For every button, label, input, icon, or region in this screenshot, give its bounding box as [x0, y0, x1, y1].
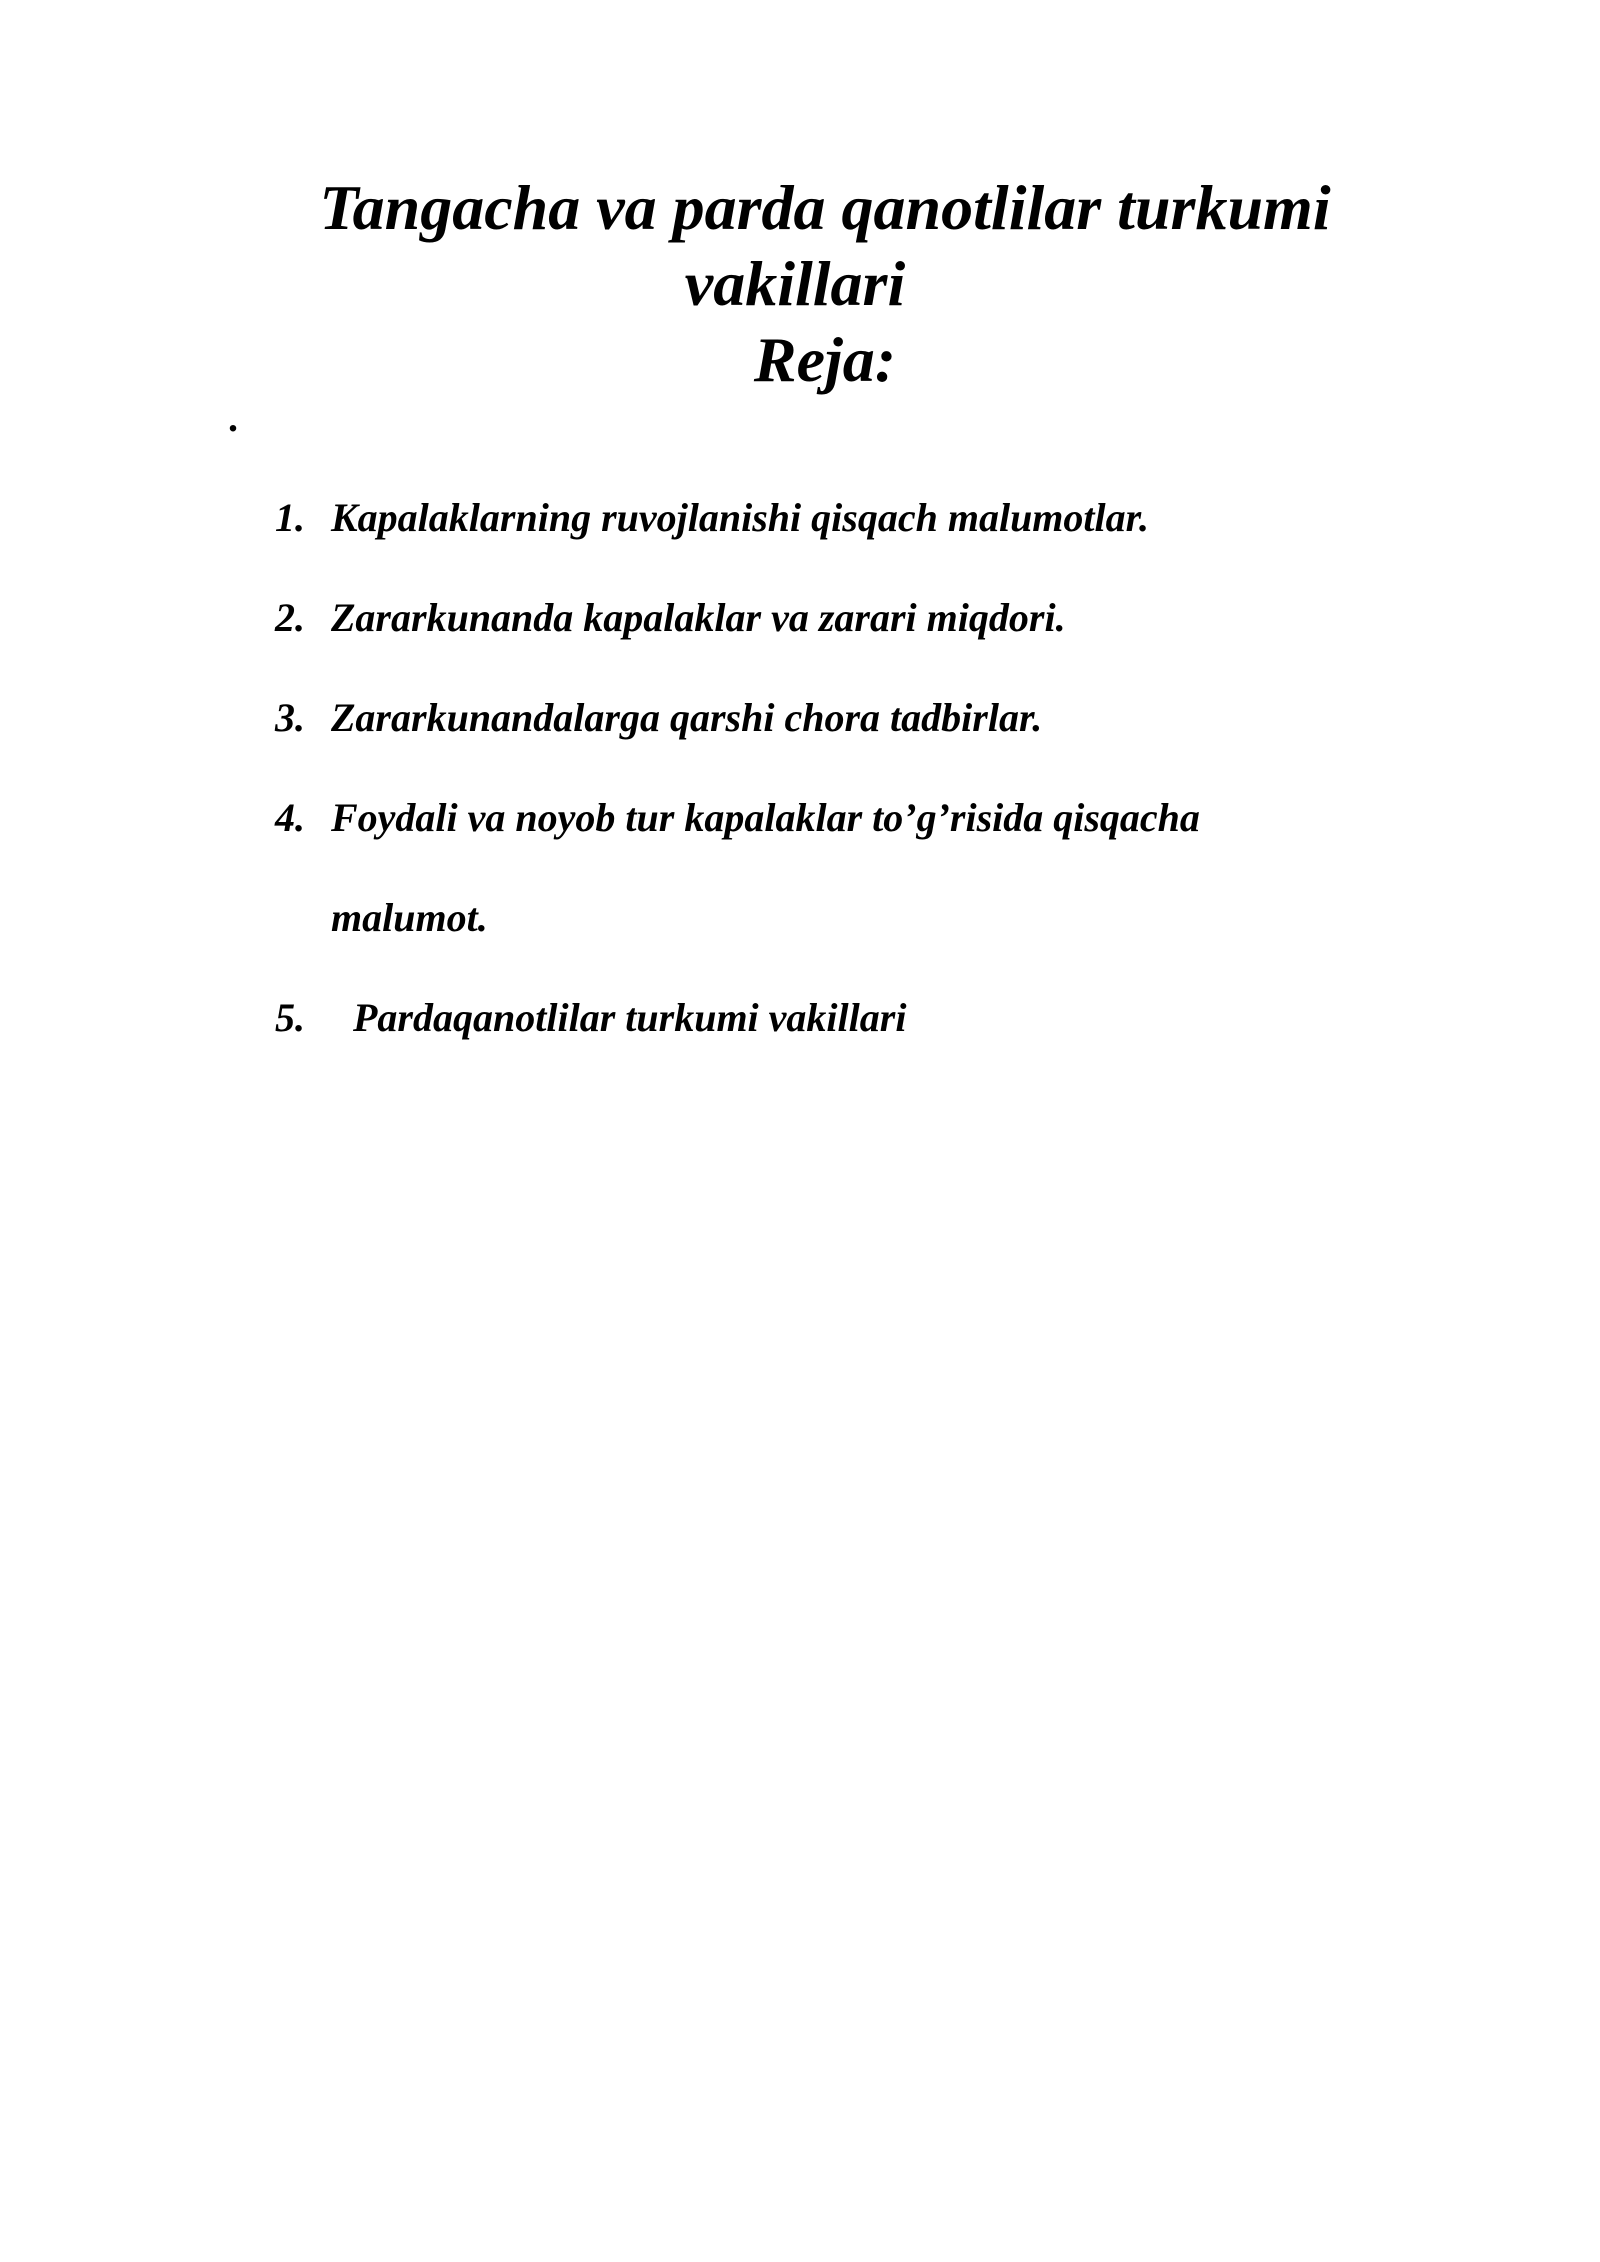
document-title-line-1: Tangacha va parda qanotlilar turkumi — [319, 172, 1331, 243]
plan-item-text: Zararkunanda kapalaklar va zarari miqdori. — [331, 595, 1066, 640]
plan-item-text: Zararkunandalarga qarshi chora tadbirlar. — [331, 695, 1043, 740]
plan-item-text-continuation: malumot. — [331, 895, 488, 940]
plan-heading: Reja: — [753, 324, 897, 395]
plan-item-number: 5. — [275, 995, 305, 1040]
plan-item-text: Foydali va noyob tur kapalaklar to’g’risida qisqacha — [331, 795, 1200, 840]
stray-mark: . — [228, 395, 238, 440]
plan-item-number: 2. — [275, 595, 305, 640]
plan-item-text: Pardaqanotlilar turkumi vakillari — [353, 995, 907, 1040]
document-title-line-2: vakillari — [684, 248, 906, 319]
plan-item-number: 4. — [275, 795, 305, 840]
plan-item-number: 1. — [275, 495, 305, 540]
plan-item-number: 3. — [275, 695, 305, 740]
plan-item-text: Kapalaklarning ruvojlanishi qisqach malumotlar. — [331, 495, 1150, 540]
